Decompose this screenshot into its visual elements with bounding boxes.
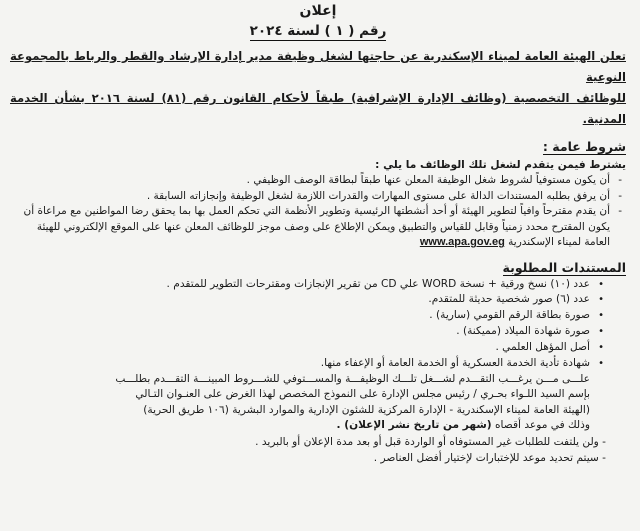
condition-item <box>10 204 622 251</box>
document-item <box>10 292 604 308</box>
document-item <box>10 277 604 293</box>
general-conditions-lead: يشترط فيمن يتقدم لشغل تلك الوظائف ما يلي : <box>375 159 626 171</box>
document-item <box>10 340 604 356</box>
note-text: سيتم تحديد موعد للإختبارات لإختيار أفضل العناصر . <box>373 451 599 464</box>
required-documents-list <box>10 277 626 372</box>
deadline-prefix: وذلك في موعد أقصاه <box>495 419 590 432</box>
document-text: صورة شهادة الميلاد (مميكنة) . <box>456 325 590 338</box>
general-conditions-heading-text: شروط عامة : <box>542 139 626 154</box>
application-paragraph <box>10 372 626 434</box>
announcement-number <box>10 22 626 40</box>
announcement-title: إعلان <box>299 3 337 19</box>
condition-text: أن يرفق بطلبه المستندات الدالة على مستوى المهارات والقدرات اللازمة لشغل الوظيفة وإنجازاته السابقة . <box>146 189 610 202</box>
bullet-icon: - <box>618 189 622 202</box>
note-late-applications: - ولن يلتفت للطلبات غير المستوفاه أو الواردة قبل أو بعد مدة الإعلان أو بالبريد . <box>255 435 606 448</box>
application-line-1: علـــى مـــن يرغـــب التقـــدم لشـــغل تلـــك الوظيفـــة والمســـتوفي للشـــروط المبينـــة التقـــدم بطلـــب <box>115 372 590 385</box>
deadline-text: (شهر من تاريخ نشر الإعلان) . <box>336 419 492 432</box>
website-link[interactable]: www.apa.gov.eg <box>419 236 505 248</box>
intro-line-1: تعلن الهيئة العامة لميناء الإسكندرية عن حاجتها لشغل وظيفة مدير إدارة الإرشاد والقطر والرباط بالمجموعة النوعية <box>10 49 626 84</box>
bullet-icon: - <box>618 174 622 186</box>
required-documents-heading <box>10 259 626 277</box>
condition-item <box>10 173 622 189</box>
document-text: عدد (٦) صور شخصية حديثة للمتقدم. <box>428 293 590 306</box>
document-text: أصل المؤهل العلمي . <box>495 341 590 354</box>
bullet-icon: • <box>598 278 604 290</box>
condition-text: أن يقدم مقترحاً وافياً لتطوير الهيئة أو أحد أنشطتها الرئيسية وتطوير الأنظمة التي تحكم العمل بها بما يحقق رضا المواطنين مع مراعاة أن يكون المقترح محدد زمنياً وقابل للقياس والتطبيق ويمكن الإطلاع على وصف موجز للوظائف المعلن عنها على الموقع الإلكتروني للهيئة العامة لميناء الإسكندرية <box>23 205 610 248</box>
general-conditions-list <box>10 173 626 251</box>
condition-item <box>10 189 622 205</box>
condition-text: أن يكون مستوفياً لشروط شغل الوظيفة المعلن عنها طبقاً لبطاقة الوصف الوظيفي . <box>246 174 610 186</box>
bullet-icon: • <box>598 294 604 306</box>
required-documents-heading-text: المستندات المطلوبة <box>502 259 626 275</box>
document-text: عدد (١٠) نسخ ورقية + نسخة WORD علي CD من تقرير الإنجازات ومقترحات التطوير للمتقدم . <box>166 277 590 290</box>
announcement-number-text: رقم ( ١ ) لسنة ٢٠٢٤ <box>249 23 387 39</box>
note-text: ولن يلتفت للطلبات غير المستوفاه أو الواردة قبل أو بعد مدة الإعلان أو بالبريد . <box>255 435 599 448</box>
document-item <box>10 356 604 372</box>
document-text: شهادة تأدية الخدمة العسكرية أو الخدمة العامة أو الإعفاء منها. <box>320 357 590 370</box>
intro-paragraph <box>10 46 626 130</box>
bullet-icon: • <box>598 326 604 338</box>
bullet-icon: • <box>598 342 604 354</box>
bullet-icon: - <box>618 205 622 217</box>
note-exam-schedule: - سيتم تحديد موعد للإختبارات لإختيار أفضل العناصر . <box>373 451 606 464</box>
bullet-icon: • <box>598 358 604 370</box>
document-item <box>10 308 604 324</box>
application-line-3: (الهيئة العامة لميناء الإسكندرية - الإدارة المركزية للشئون الإدارية والموارد البشرية (١٠٦ طريق الحرية) <box>143 403 590 416</box>
intro-line-2: للوظائف التخصصية (وظائف الإدارة الإشرافية) طبقاً لأحكام القانون رقم (٨١) لسنة ٢٠١٦ بشأن الخدمة المدنية. <box>10 91 627 126</box>
application-line-4 <box>10 418 590 434</box>
document-text: صورة بطاقة الرقم القومي (سارية) . <box>429 309 590 322</box>
general-conditions-heading <box>10 138 626 156</box>
document-item <box>10 324 604 340</box>
application-line-2: بإسم السيد اللـواء بحـري / رئيس مجلس الإدارة على النموذج المخصص لهذا الغرض على العنـوان التـالي <box>135 388 590 401</box>
bullet-icon: • <box>598 310 604 322</box>
